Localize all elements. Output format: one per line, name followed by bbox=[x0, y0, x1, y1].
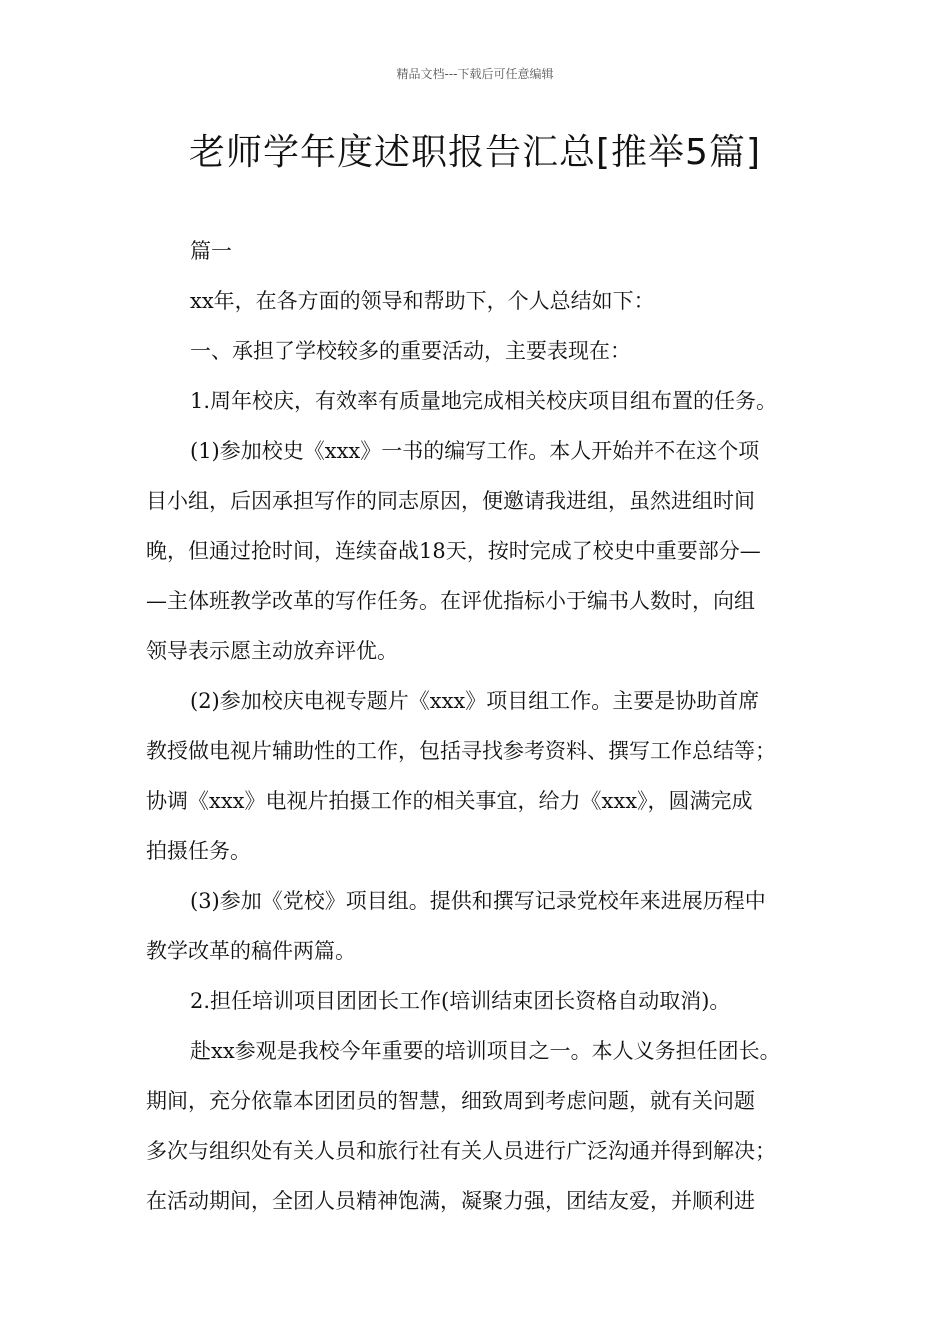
section-heading: 篇一 bbox=[190, 239, 232, 263]
paragraph-line: 2.担任培训项目团团长工作(培训结束团长资格自动取消)。 bbox=[190, 989, 731, 1013]
paragraph-line: 拍摄任务。 bbox=[146, 839, 251, 863]
paragraph-line: 一、承担了学校较多的重要活动，主要表现在： bbox=[190, 339, 631, 363]
paragraph-line: (1)参加校史《xxx》一书的编写工作。本人开始并不在这个项 bbox=[190, 439, 760, 463]
paragraph-line: 教学改革的稿件两篇。 bbox=[146, 939, 356, 963]
paragraph-line: (3)参加《党校》项目组。提供和撰写记录党校年来进展历程中 bbox=[190, 889, 766, 913]
paragraph-line: 多次与组织处有关人员和旅行社有关人员进行广泛沟通并得到解决； bbox=[146, 1139, 776, 1163]
paragraph-line: —主体班教学改革的写作任务。在评优指标小于编书人数时，向组 bbox=[146, 589, 755, 613]
page-header: 精品文档---下载后可任意编辑 bbox=[396, 67, 554, 81]
paragraph-line: 1.周年校庆，有效率有质量地完成相关校庆项目组布置的任务。 bbox=[190, 389, 778, 413]
paragraph-line: 在活动期间，全团人员精神饱满，凝聚力强，团结友爱，并顺利进 bbox=[146, 1189, 755, 1213]
paragraph-line: xx年，在各方面的领导和帮助下，个人总结如下： bbox=[190, 289, 655, 313]
document-title: 老师学年度述职报告汇总[推举5篇] bbox=[189, 132, 761, 173]
paragraph-line: (2)参加校庆电视专题片《xxx》项目组工作。主要是协助首席 bbox=[190, 689, 760, 713]
paragraph-line: 晚，但通过抢时间，连续奋战18天，按时完成了校史中重要部分— bbox=[146, 539, 761, 563]
paragraph-line: 领导表示愿主动放弃评优。 bbox=[146, 639, 398, 663]
paragraph-line: 目小组，后因承担写作的同志原因，便邀请我进组，虽然进组时间 bbox=[146, 489, 755, 513]
paragraph-line: 期间，充分依靠本团团员的智慧，细致周到考虑问题，就有关问题 bbox=[146, 1089, 755, 1113]
paragraph-line: 教授做电视片辅助性的工作，包括寻找参考资料、撰写工作总结等； bbox=[146, 739, 776, 763]
paragraph-line: 赴xx参观是我校今年重要的培训项目之一。本人义务担任团长。 bbox=[190, 1039, 781, 1063]
paragraph-line: 协调《xxx》电视片拍摄工作的相关事宜，给力《xxx》，圆满完成 bbox=[146, 789, 753, 813]
